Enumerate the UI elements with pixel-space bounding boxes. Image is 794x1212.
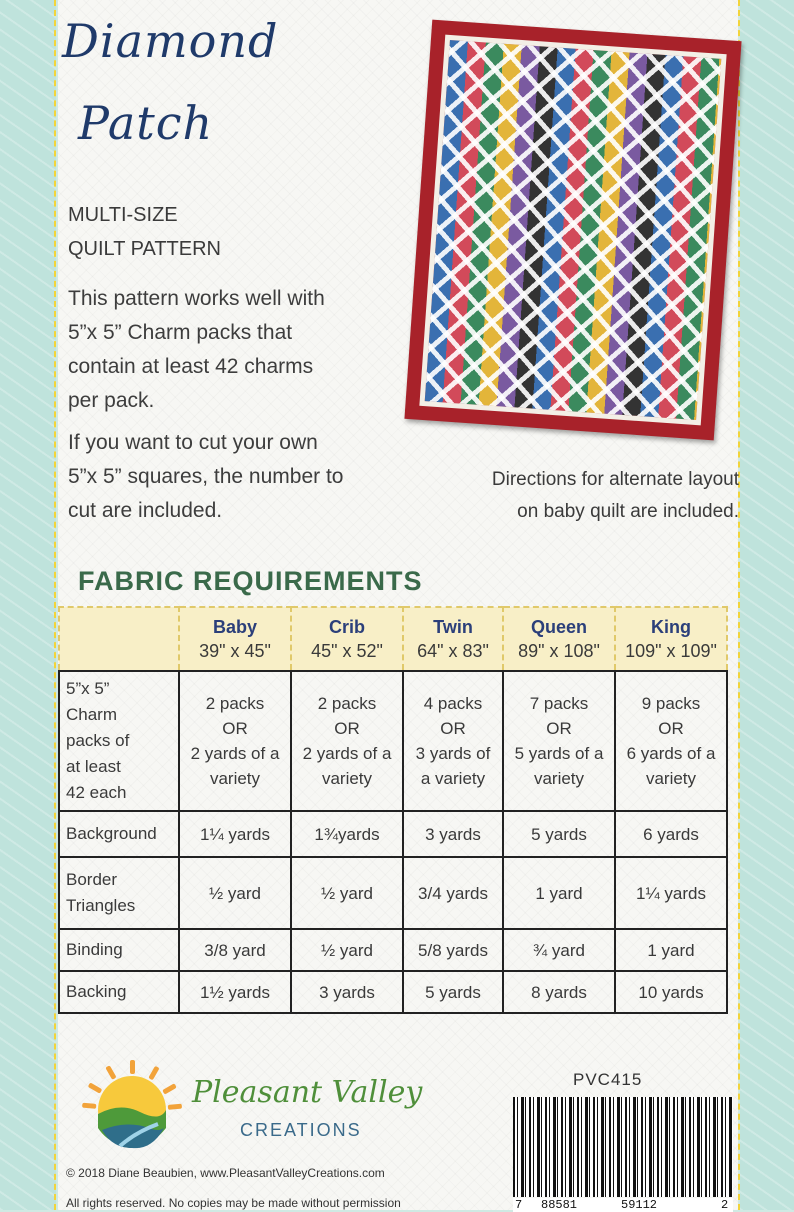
cell-line: OR: [440, 719, 466, 738]
cell-line: 1¾yards: [314, 824, 380, 844]
size-name: King: [651, 617, 691, 637]
cell-line: 2 yards of a: [190, 744, 280, 763]
cell-line: 1 yard: [535, 883, 583, 903]
cell-line: 9 packs: [641, 694, 701, 713]
table-cell: [403, 971, 503, 1013]
sku-code: PVC415: [573, 1070, 643, 1089]
cell-line: 1¼ yards: [200, 824, 270, 844]
cell-line: 5 yards of a: [514, 744, 604, 763]
cell-line: variety: [321, 769, 373, 788]
sun-valley-logo-icon: [80, 1058, 184, 1162]
cut-note-line-3: cut are included.: [68, 499, 223, 522]
pattern-card: [58, 0, 738, 1210]
cell-line: OR: [334, 719, 360, 738]
size-dimensions: 89" x 108": [518, 641, 600, 661]
row-label-line: Charm: [66, 705, 118, 724]
cell-line: 3/8 yard: [204, 940, 266, 960]
table-cell: [615, 971, 727, 1013]
cell-line: 5/8 yards: [418, 940, 488, 960]
row-label-line: Backing: [66, 982, 127, 1001]
size-dimensions: 109" x 109": [625, 641, 717, 661]
right-dashed-line: [738, 0, 740, 1210]
table-cell: [503, 811, 615, 857]
cell-line: 7 packs: [529, 694, 589, 713]
cell-line: 6 yards: [643, 824, 699, 844]
row-label-line: Border: [66, 870, 118, 889]
table-cell: [179, 811, 291, 857]
table-cell: [291, 671, 403, 811]
table-cell: [291, 811, 403, 857]
left-decorative-band: [0, 0, 56, 1210]
row-label: [59, 857, 179, 929]
cell-line: OR: [546, 719, 572, 738]
row-label: [59, 971, 179, 1013]
table-cell: [615, 929, 727, 971]
quilt-diamond-patches: [419, 35, 726, 426]
cell-line: 8 yards: [531, 982, 587, 1002]
right-decorative-band: [740, 0, 794, 1210]
table-cell: [503, 857, 615, 929]
alt-note-line-1: Directions for alternate layout: [491, 469, 739, 490]
table-cell: [615, 671, 727, 811]
table-cell: [403, 671, 503, 811]
cell-line: 6 yards of a: [626, 744, 716, 763]
cell-line: 3 yards: [319, 982, 375, 1002]
subtitle: [68, 198, 368, 266]
cell-line: ½ yard: [321, 883, 373, 903]
title-line-1: Diamond: [62, 14, 279, 68]
table-cell: [179, 929, 291, 971]
table-header-row: [59, 607, 727, 671]
barcode-digit-group: 7: [515, 1198, 523, 1212]
title-line-2: Patch: [78, 96, 214, 150]
cell-line: 1¼ yards: [636, 883, 706, 903]
cell-line: 3 yards of: [415, 744, 491, 763]
intro-paragraph: [68, 282, 408, 418]
table-cell: [403, 929, 503, 971]
fabric-requirements-table: [58, 606, 728, 1014]
table-row: [59, 811, 727, 857]
table-cell: [503, 671, 615, 811]
cell-line: variety: [645, 769, 697, 788]
size-name: Baby: [212, 617, 257, 637]
cut-note-line-2: 5”x 5” squares, the number to: [68, 465, 344, 488]
cell-line: 3 yards: [425, 824, 481, 844]
table-cell: [403, 857, 503, 929]
cell-line: OR: [658, 719, 684, 738]
cell-line: 1 yard: [647, 940, 695, 960]
rights-text: All rights reserved. No copies may be made without permission: [66, 1196, 401, 1210]
size-dimensions: 45" x 52": [311, 641, 383, 661]
row-label-line: 5”x 5”: [66, 679, 110, 698]
brand-subtitle: CREATIONS: [240, 1120, 362, 1140]
intro-line-2: 5”x 5” Charm packs that: [68, 321, 293, 344]
size-dimensions: 64" x 83": [417, 641, 489, 661]
table-cell: [503, 971, 615, 1013]
cell-line: a variety: [420, 769, 486, 788]
cell-line: OR: [222, 719, 248, 738]
intro-line-1: This pattern works well with: [68, 287, 325, 310]
table-cell: [179, 857, 291, 929]
row-label: [59, 671, 179, 811]
size-name: Twin: [433, 617, 473, 637]
fabric-requirements-heading: FABRIC REQUIREMENTS: [78, 566, 423, 596]
cell-line: 10 yards: [638, 982, 704, 1002]
row-label-line: Triangles: [66, 896, 136, 915]
cell-line: 5 yards: [531, 824, 587, 844]
barcode-digit-group: 88581: [541, 1198, 578, 1212]
alternate-layout-note: [423, 464, 739, 528]
table-row: [59, 857, 727, 929]
cell-line: 2 yards of a: [302, 744, 392, 763]
row-label: [59, 929, 179, 971]
table-cell: [615, 811, 727, 857]
cell-line: 1½ yards: [200, 982, 270, 1002]
intro-line-3: contain at least 42 charms: [68, 355, 314, 378]
row-label-line: at least: [66, 757, 121, 776]
header-size: [615, 607, 727, 671]
table-cell: [615, 857, 727, 929]
table-row: [59, 929, 727, 971]
table-cell: [403, 811, 503, 857]
subtitle-line-2: QUILT PATTERN: [68, 238, 221, 260]
cell-line: ½ yard: [209, 883, 261, 903]
cell-line: 5 yards: [425, 982, 481, 1002]
size-name: Crib: [329, 617, 365, 637]
barcode-digit-group: 2: [721, 1198, 729, 1212]
table-body: [59, 671, 727, 1013]
table-cell: [179, 671, 291, 811]
barcode-icon: [513, 1097, 733, 1197]
intro-line-4: per pack.: [68, 389, 155, 412]
cell-line: ½ yard: [321, 940, 373, 960]
cut-note-paragraph: [68, 426, 408, 528]
size-dimensions: 39" x 45": [199, 641, 271, 661]
header-size: [403, 607, 503, 671]
table-cell: [291, 929, 403, 971]
left-dashed-line: [54, 0, 56, 1210]
header-size: [503, 607, 615, 671]
brand-name: Pleasant Valley: [192, 1075, 423, 1110]
table-cell: [291, 971, 403, 1013]
size-name: Queen: [530, 617, 587, 637]
table-cell: [179, 971, 291, 1013]
quilt-photo: [404, 20, 741, 441]
row-label-line: packs of: [66, 731, 130, 750]
header-size: [179, 607, 291, 671]
cell-line: variety: [533, 769, 585, 788]
cell-line: ¾ yard: [533, 940, 585, 960]
row-label: [59, 811, 179, 857]
table-row: [59, 971, 727, 1013]
row-label-line: Binding: [66, 940, 123, 959]
cut-note-line-1: If you want to cut your own: [68, 431, 318, 454]
header-corner: [59, 607, 179, 671]
cell-line: 2 packs: [317, 694, 377, 713]
row-label-line: 42 each: [66, 783, 127, 802]
row-label-line: Background: [66, 824, 157, 843]
copyright-text: © 2018 Diane Beaubien, www.PleasantValleyCreations.com: [66, 1166, 385, 1180]
cell-line: 3/4 yards: [418, 883, 488, 903]
barcode-digit-group: 59112: [621, 1198, 658, 1212]
cell-line: 2 packs: [205, 694, 265, 713]
cell-line: variety: [209, 769, 261, 788]
table-row: [59, 671, 727, 811]
subtitle-line-1: MULTI-SIZE: [68, 204, 178, 226]
cell-line: 4 packs: [423, 694, 483, 713]
alt-note-line-2: on baby quilt are included.: [517, 501, 739, 522]
table-cell: [503, 929, 615, 971]
header-size: [291, 607, 403, 671]
table-cell: [291, 857, 403, 929]
